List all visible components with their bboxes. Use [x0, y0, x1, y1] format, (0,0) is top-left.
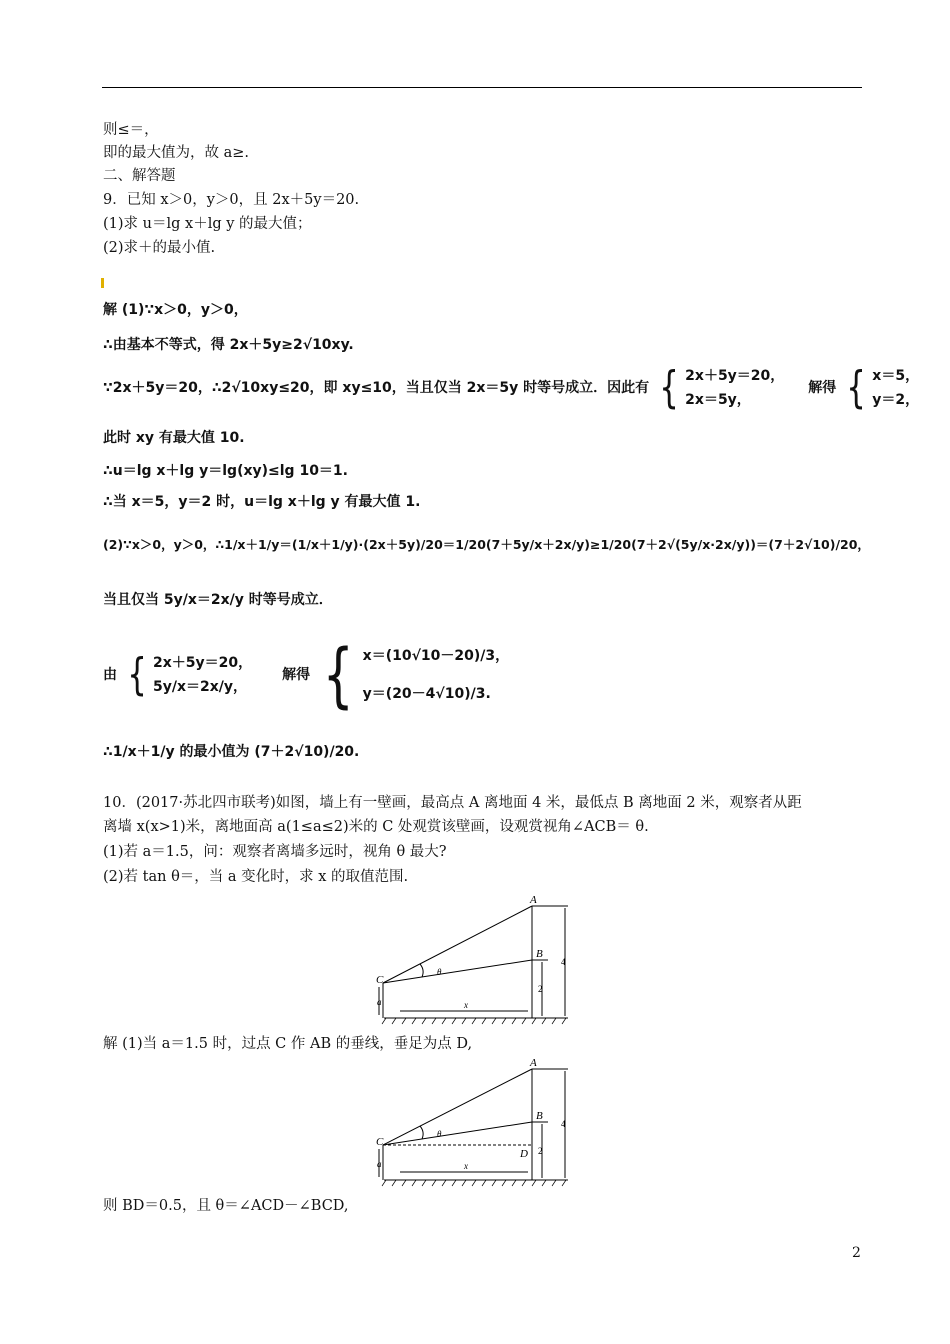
label-C: C: [376, 974, 384, 986]
label-4: 4: [561, 957, 566, 967]
label-x: x: [464, 1000, 468, 1010]
ground-hatch: [382, 1018, 566, 1024]
label-2: 2: [538, 984, 543, 994]
label-theta: θ: [437, 967, 442, 977]
solution-line: 此时 xy 有最大值 10.: [103, 430, 245, 446]
equation-system: { 2x＋5y＝20， 5y/x＝2x/y，: [127, 649, 253, 700]
problem-10-part1: (1)若 a＝1.5，问：观察者离墙多远时，视角 θ 最大?: [103, 844, 447, 860]
problem-10-part2: (2)若 tan θ＝，当 a 变化时，求 x 的取值范围.: [103, 869, 409, 885]
equation: y＝2，: [872, 392, 920, 408]
label-4: 4: [561, 1119, 566, 1129]
equation: 2x＋5y＝20，: [153, 655, 253, 671]
wall-painting-figure: [376, 893, 580, 1028]
equation: x＝(10√10－20)/3，: [362, 648, 510, 664]
equation: y＝(20－4√10)/3.: [362, 686, 491, 702]
solution-system: { x＝(10√10－20)/3， y＝(20－4√10)/3.: [322, 634, 510, 716]
solution-text: 由: [103, 667, 117, 683]
label-D: D: [520, 1148, 528, 1160]
equation: 2x＝5y，: [685, 392, 751, 408]
angle-arc: [420, 964, 423, 977]
label-a: a: [377, 1159, 382, 1169]
angle-arc: [420, 1126, 423, 1139]
section-heading: 二、解答题: [103, 168, 176, 184]
equation-system: { 2x＋5y＝20， 2x＝5y，: [659, 362, 785, 413]
highlight-mark: [101, 278, 104, 288]
solution-line: 解 (1)∵x＞0，y＞0，: [103, 302, 248, 318]
solve-label: 解得: [808, 380, 837, 396]
text-line: 则≤＝，: [103, 122, 159, 138]
label-C: C: [376, 1136, 384, 1148]
wall-painting-figure-with-D: [376, 1057, 580, 1192]
label-A: A: [530, 1057, 537, 1069]
solution-line: 当且仅当 5y/x＝2x/y 时等号成立．: [103, 592, 333, 608]
solution-10-line: 解 (1)当 a＝1.5 时，过点 C 作 AB 的垂线，垂足为点 D,: [103, 1036, 473, 1052]
label-B: B: [536, 948, 543, 960]
label-x: x: [464, 1161, 468, 1171]
equation: 2x＋5y＝20，: [685, 368, 785, 384]
label-theta: θ: [437, 1129, 442, 1139]
solution-line-system: [103, 362, 920, 413]
problem-10-statement: 10．(2017·苏北四市联考)如图，墙上有一壁画，最高点 A 离地面 4 米，最低点 B 离地面 2 米，观察者从距: [103, 795, 802, 811]
problem-10-statement: 离墙 x(x>1)米，离地面高 a(1≤a≤2)米的 C 处观赏该壁画，设观赏视角∠ACB＝ θ.: [103, 819, 649, 835]
solution-10-line: 则 BD＝0.5，且 θ＝∠ACD－∠BCD,: [103, 1198, 349, 1214]
label-a: a: [377, 997, 382, 1007]
problem-9-part2: (2)求＋的最小值.: [103, 240, 216, 256]
ground-hatch: [382, 1180, 566, 1186]
text-line: 即的最大值为，故 a≥.: [103, 145, 250, 161]
solution-line: ∴1/x＋1/y 的最小值为 (7＋2√10)/20.: [103, 744, 360, 760]
solution-line-system: [103, 634, 510, 716]
solution-line-inequality: (2)∵x＞0，y＞0，∴1/x＋1/y＝(1/x＋1/y)·(2x＋5y)/20＝1/20(7＋5y/x＋2x/y)≥1/20(7＋2√(5y/x·2x/y))＝(7＋2√10)/20，: [103, 537, 870, 552]
label-B: B: [536, 1110, 543, 1122]
header-rule: [102, 87, 862, 88]
page-number: 2: [852, 1245, 861, 1261]
problem-9-statement: 9．已知 x＞0，y＞0，且 2x＋5y＝20.: [103, 192, 360, 208]
equation: 5y/x＝2x/y，: [153, 679, 248, 695]
solution-line: ∴由基本不等式，得 2x＋5y≥2√10xy.: [103, 337, 354, 353]
equation: x＝5，: [872, 368, 920, 384]
label-2: 2: [538, 1146, 543, 1156]
solve-label: 解得: [282, 667, 311, 683]
solution-text: ∵2x＋5y＝20，∴2√10xy≤20，即 xy≤10，当且仅当 2x＝5y 时等号成立．因此有: [103, 380, 650, 396]
label-A: A: [530, 894, 537, 906]
solution-line: ∴u＝lg x＋lg y＝lg(xy)≤lg 10＝1.: [103, 463, 348, 479]
solution-system: { x＝5， y＝2，: [846, 362, 920, 413]
problem-9-part1: (1)求 u＝lg x＋lg y 的最大值；: [103, 216, 312, 232]
solution-line: ∴当 x＝5，y＝2 时，u＝lg x＋lg y 有最大值 1.: [103, 494, 421, 510]
